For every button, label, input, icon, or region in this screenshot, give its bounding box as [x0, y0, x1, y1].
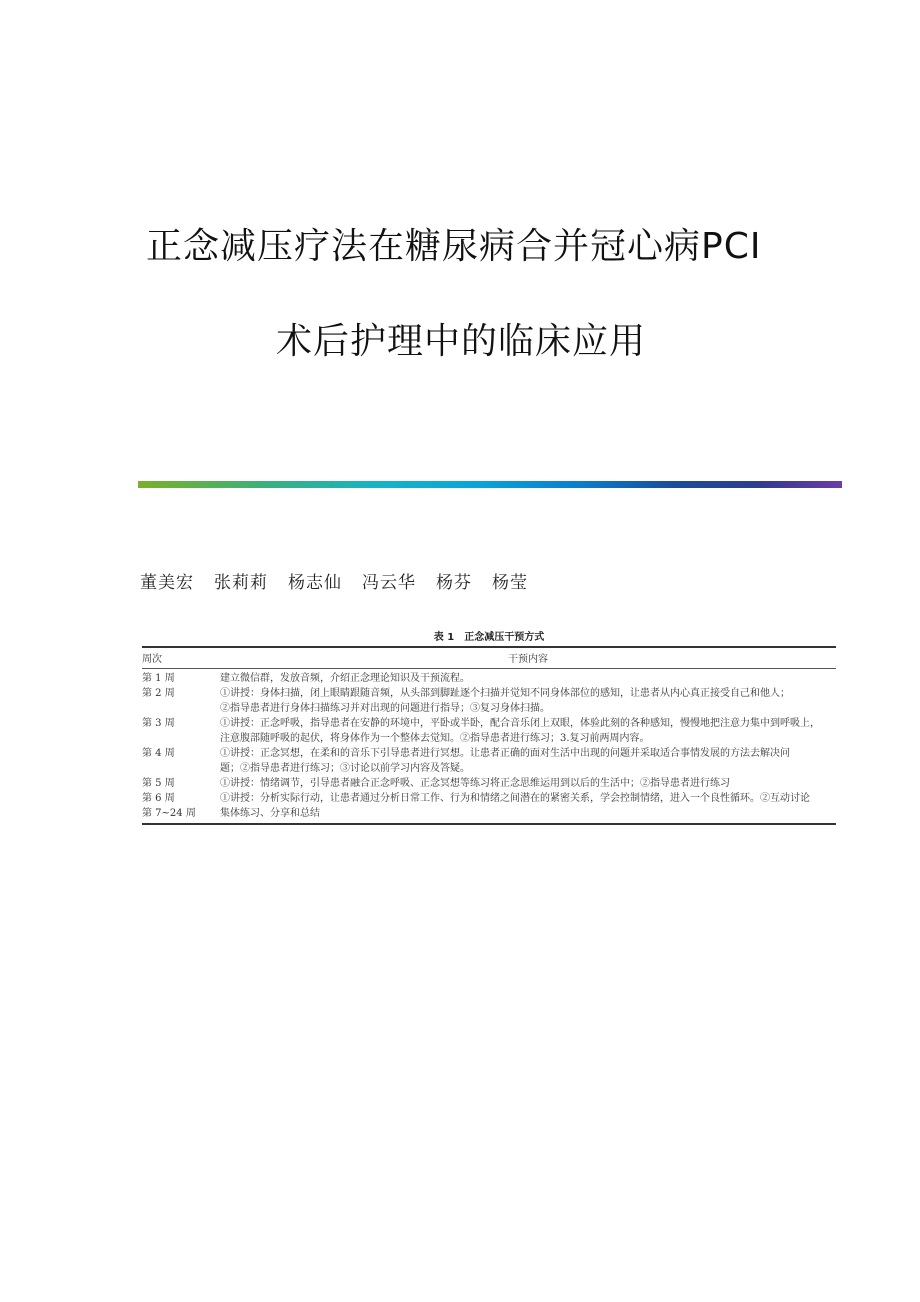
- header-week: 周次: [142, 647, 220, 669]
- row-content-line: 集体练习、分享和总结: [220, 808, 320, 819]
- row-week: 第 3 周: [142, 718, 175, 729]
- table-caption: [142, 628, 836, 643]
- table-row: [142, 716, 836, 746]
- row-week: 第 4 周: [142, 748, 175, 759]
- author-name: 杨志仙: [288, 573, 342, 593]
- table-row: [142, 746, 836, 776]
- table-caption-number: 表 1: [433, 632, 455, 643]
- row-content: [220, 716, 836, 746]
- row-content: [220, 776, 836, 791]
- row-content: [220, 669, 836, 687]
- row-content-line: ①讲授：正念冥想，在柔和的音乐下引导患者进行冥想。让患者正确的面对生活中出现的问题并采取适合事情发展的方法去解决问: [220, 748, 790, 759]
- author-name: 冯云华: [362, 573, 416, 593]
- row-content: [220, 686, 836, 716]
- table-header-row: [142, 647, 836, 669]
- document-title-line-2: 术后护理中的临床应用: [276, 321, 647, 362]
- row-week: 第 6 周: [142, 793, 175, 804]
- row-content-line: ②指导患者进行身体扫描练习并对出现的问题进行指导；③复习身体扫描。: [220, 703, 550, 714]
- row-content-line: 建立微信群，发放音频，介绍正念理论知识及干预流程。: [220, 673, 470, 684]
- row-content: [220, 791, 836, 806]
- author-list: [140, 568, 528, 593]
- author-name: 杨莹: [492, 573, 528, 593]
- row-content-line: 题；②指导患者进行练习；③讨论以前学习内容及答疑。: [220, 763, 470, 774]
- row-content: [220, 806, 836, 824]
- author-name: 董美宏: [140, 573, 194, 593]
- row-content: [220, 746, 836, 776]
- row-week: 第 1 周: [142, 673, 175, 684]
- author-name: 杨芬: [436, 573, 472, 593]
- row-content-line: 注意腹部随呼吸的起伏，将身体作为一个整体去觉知。②指导患者进行练习；3.复习前两周内容。: [220, 733, 650, 744]
- table-row: [142, 776, 836, 791]
- table-row: [142, 669, 836, 687]
- table-row: [142, 686, 836, 716]
- row-content-line: ①讲授：身体扫描，闭上眼睛跟随音频，从头部到脚趾逐个扫描并觉知不同身体部位的感知，让患者从内心真正接受自己和他人；: [220, 688, 790, 699]
- row-content-line: ①讲授：情绪调节，引导患者融合正念呼吸、正念冥想等练习将正念思维运用到以后的生活中；②指导患者进行练习: [220, 778, 730, 789]
- table-caption-title: 正念减压干预方式: [464, 632, 545, 643]
- table-row: [142, 806, 836, 824]
- gradient-divider: [138, 481, 842, 488]
- document-title-line-1: 正念减压疗法在糖尿病合并冠心病PCI: [146, 226, 762, 267]
- row-week: 第 7~24 周: [142, 808, 196, 819]
- row-week: 第 5 周: [142, 778, 175, 789]
- table-row: [142, 791, 836, 806]
- row-week: 第 2 周: [142, 688, 175, 699]
- row-content-line: ①讲授：分析实际行动，让患者通过分析日常工作、行为和情绪之间潜在的紧密关系，学会控制情绪，进入一个良性循环。②互动讨论: [220, 793, 810, 804]
- header-content: 干预内容: [220, 647, 836, 669]
- intervention-table: [142, 646, 836, 825]
- author-name: 张莉莉: [214, 573, 268, 593]
- intervention-table-figure: [142, 628, 836, 825]
- row-content-line: ①讲授：正念呼吸，指导患者在安静的环境中，平卧或半卧，配合音乐闭上双眼，体验此刻的各种感知，慢慢地把注意力集中到呼吸上，: [220, 718, 820, 729]
